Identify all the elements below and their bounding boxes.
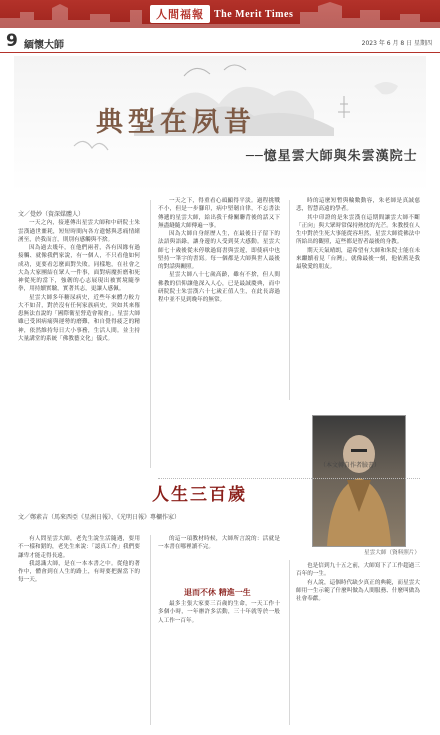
article2-column-1	[18, 535, 140, 585]
column-divider	[289, 200, 290, 400]
section-bar	[0, 30, 440, 53]
portrait-image	[313, 416, 405, 546]
article1-paragraph: 一天之下，得重看心頭顯得平淡。過程挑戰不小，但是一步腳印，病中堅韌自律，不忘書法傳遞的星雲大師，給出我千條關聯背後的話又下無盡縫隨大師傳遍一事。	[158, 198, 280, 229]
article1-paragraph: 星雲大師多年糖尿病史，近些年來體力較力大不如昔，對於沒有任何家族病史，突如其來罹患無法直說的「國際衛星營造會報會」。星雲大師雖已受困病痛與運勢的磨難，和自覺得疲乏的精神，依然維持每日大小事務，生活人間。並主持大量講堂的系統「佛教藝文化」儀式。	[18, 294, 140, 342]
column-divider	[289, 560, 290, 725]
article2-paragraph: 的這一項教材時候，大師所言說的：活就是一本書在哪裡讀不完。	[158, 536, 280, 551]
article2-paragraph: 我認識大師，是在一本本書之中。從他的著作中，體會到在人生的路上，有時要把握當下的每一天。	[18, 560, 140, 584]
article2-subhead: 退而不休 精進一生	[184, 587, 251, 597]
column-divider	[150, 200, 151, 468]
article2-column-2-cont	[158, 600, 280, 625]
masthead	[0, 0, 440, 28]
article2-column-2	[158, 535, 280, 552]
article1-byline: 文／覺妙（資深媒體人）	[18, 211, 85, 218]
article1-paragraph: 因為過去幾年，在他們兩者，各有因緣有過接觸、就像我們家說，有一個人，不只看他如何成功，更要看怎麼面對失敗。同樣地，在社會之大為大家團結在眾人一件事，面對病魔折磨和死神從死的當下，強韌的心志展現出被實境隨拳拳，用持續實驗，實著其志，更讓人感佩。	[18, 245, 140, 293]
article1-paragraph: 時的這麼短暫與輪數動容，朱老師是真誠慈悲，智慧高遠的學者。	[296, 198, 420, 213]
article1-footnote: （本文轉自作者臉書）	[319, 462, 380, 469]
newspaper-logo[interactable]	[150, 5, 293, 23]
paper-name-cn: 人間福報	[150, 5, 210, 23]
page-number: 9	[6, 31, 18, 51]
article1-paragraph: 其中印證的是朱雲漢在這期間讓雲大師不斷「正向」與大眾時常保持熱忱的光芒。朱教授在人生中對於生死大事能從容坦然，星雲大師從佛法中所給出的觀照，這些都是智者最後的身教。	[296, 214, 420, 246]
photo-caption: 星雲大師（資料照片）	[364, 550, 420, 556]
article1-paragraph: 因為大師自身經歷人生，在最後日子留下的法語與語錄，讓身邊的人受到莫大感動。星雲大師七十歲後從未停歇過寫書與雲遊，即使病中也堅持一筆字的書寫。每一個都是大師與世人最後的對話與關照。	[158, 231, 280, 270]
column-divider	[150, 535, 151, 725]
article1-paragraph: 一天之內，接連傳出星雲大師和中研院士朱雲漢過世噩耗，短短時間內各方遺憾與悲痛情緒湧至，於我而言，則別有感觸與不捨。	[18, 220, 140, 243]
paper-name-en: The Merit Times	[214, 8, 294, 20]
article2-paragraph: 有人問星雲大師，老先生說生活隨遇，要用不一樣和錯的，老先生來說：「認真工作」我們要謙卑才能走得長遠。	[18, 536, 140, 559]
article2-paragraph: 也是信到九十五之前，大師寫下了工作超過三百年的一生。	[296, 563, 420, 578]
article1-column-3	[296, 197, 420, 271]
article1-column-2	[158, 197, 280, 304]
section-name: 緬懷大師	[24, 40, 64, 51]
headline-title: 典型在夙昔	[96, 107, 256, 138]
article2-title: 人生三百歲	[152, 485, 247, 505]
master-photo	[312, 415, 406, 547]
article2-byline: 文／鄭素吉（馬來西亞《星洲日報》、《光明日報》專欄作家）	[18, 514, 181, 521]
issue-date: 2023 年 6 月 8 日 星期四	[361, 40, 432, 47]
headline-subtitle: ──憶星雲大師與朱雲漢院士	[246, 149, 418, 164]
article1-column-1	[18, 211, 140, 343]
article1-paragraph: 星雲大師八十七歲高齡，雖有不捨，但人間佛教的信仰讓他深入人心，已是最誠慶典，而中研院院士朱雲漢六十七歲正值人生，在此長壽過程中並不見到晚年的無常。	[158, 272, 280, 303]
article2-paragraph: 最多主張大家要三百歲的生命，一天工作十多個小時，一年辦許多活動，三十年就等於一般人工作一百年。	[158, 601, 280, 624]
article1-paragraph: 期天天氣晴朗，還希望有大師和朱院士能在未來繼續看見「台灣」，就像最後一刻，他依舊是我最敬愛的朋友。	[296, 247, 420, 270]
article2-paragraph: 有人說，這個時代缺少真正的典範，而星雲大師用一生示範了什麼叫做為人間服務、什麼叫做為社會奉獻。	[296, 579, 420, 602]
article2-column-3	[296, 562, 420, 603]
